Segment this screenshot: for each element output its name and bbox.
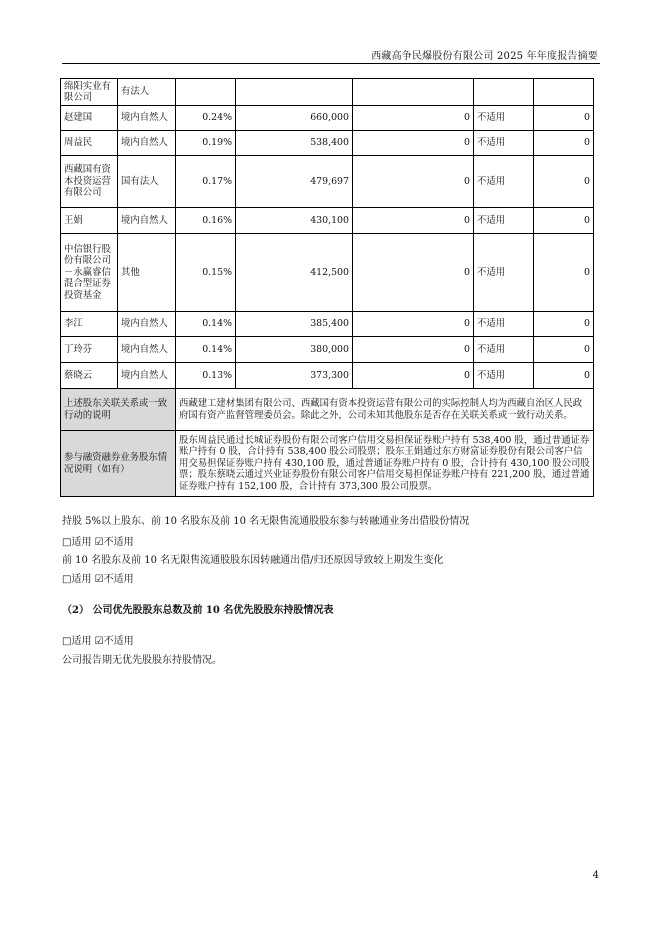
preferred-shareholders-section-title: （2） 公司优先股股东总数及前 10 名优先股股东持股情况表 [62,605,334,616]
header-divider [62,63,600,64]
pledge-status-cell: 不适用 [474,312,534,337]
table-row [61,337,594,363]
pledge-status-cell: 不适用 [474,234,534,312]
holding-percent-cell: 0.14% [176,312,236,337]
holding-percent-cell: 0.13% [176,363,236,389]
not-applicable-option: 不适用 [103,537,134,548]
pledge-status-cell: 不适用 [474,106,534,131]
checked-box-icon: ☑ [94,537,104,548]
pledge-status-cell: 不适用 [474,363,534,389]
table-row [61,208,594,234]
restricted-shares-cell: 0 [353,106,474,131]
holder-nature-cell: 国有法人 [118,156,176,208]
holder-name-cell: 绵阳实业有限公司 [61,79,118,106]
margin-trading-note-text: 股东周益民通过长城证券股份有限公司客户信用交易担保证券账户持有 538,400 股，通过普通证券账户持有 0 股，合计持有 538,400 股公司股票；股东王娟通过东方财富证券股份有限公司客户信用交易担保证券账户持有 430,100 股，通过普通证券账户持有 0 股，合计持有 430,100 股公司股票；股东蔡晓云通过兴业证券股份有限公司客户信用交易担保证券账户持有 221,200 股，通过普通证券账户持有 152,100 股，合计持有 373,300 股公司股票。 [176,431,594,497]
holder-name-cell: 蔡晓云 [61,363,118,389]
applicable-option: 适用 [71,537,92,548]
refinancing-change-check [62,573,134,587]
not-applicable-option: 不适用 [103,574,134,585]
holder-name-cell: 西藏国有资本投资运营有限公司 [61,156,118,208]
holding-percent-cell: 0.19% [176,131,236,156]
preferred-shareholders-check [62,635,134,649]
holder-name-cell: 丁玲芬 [61,337,118,363]
refinancing-lending-check [62,536,134,550]
pledge-status-cell [474,79,534,106]
applicable-option: 适用 [71,636,92,647]
holding-percent-cell: 0.17% [176,156,236,208]
table-row [61,312,594,337]
pledge-status-cell: 不适用 [474,337,534,363]
holder-name-cell: 中信银行股份有限公司－永赢睿信混合型证券投资基金 [61,234,118,312]
shares-held-cell: 538,400 [236,131,353,156]
holding-percent-cell: 0.24% [176,106,236,131]
holder-nature-cell: 其他 [118,234,176,312]
related-party-note-row [61,389,594,431]
holder-name-cell: 周益民 [61,131,118,156]
pledge-status-cell: 不适用 [474,208,534,234]
no-preferred-shareholders-note: 公司报告期无优先股股东持股情况。 [62,655,222,666]
unchecked-box-icon: □ [62,636,72,647]
holding-percent-cell: 0.15% [176,234,236,312]
holding-percent-cell: 0.14% [176,337,236,363]
related-party-note-label: 上述股东关联关系或一致行动的说明 [61,389,176,431]
refinancing-lending-heading: 持股 5%以上股东、前 10 名股东及前 10 名无限售流通股股东参与转融通业务出借股份情况 [62,516,470,527]
pledge-qty-cell: 0 [534,208,594,234]
margin-trading-note-row [61,431,594,497]
shares-held-cell: 660,000 [236,106,353,131]
unchecked-box-icon: □ [62,537,72,548]
pledge-status-cell: 不适用 [474,156,534,208]
restricted-shares-cell: 0 [353,312,474,337]
holding-percent-cell: 0.16% [176,208,236,234]
pledge-qty-cell [534,79,594,106]
unchecked-box-icon: □ [62,574,72,585]
holder-nature-cell: 境内自然人 [118,106,176,131]
holder-nature-cell: 境内自然人 [118,208,176,234]
restricted-shares-cell: 0 [353,208,474,234]
table-row [61,106,594,131]
shares-held-cell: 412,500 [236,234,353,312]
pledge-qty-cell: 0 [534,363,594,389]
top-shareholders-table [60,78,594,497]
table-row [61,363,594,389]
restricted-shares-cell: 0 [353,363,474,389]
table-row [61,131,594,156]
holding-percent-cell [176,79,236,106]
pledge-qty-cell: 0 [534,234,594,312]
restricted-shares-cell: 0 [353,156,474,208]
checked-box-icon: ☑ [94,574,104,585]
related-party-note-text: 西藏建工建材集团有限公司、西藏国有资本投资运营有限公司的实际控制人均为西藏自治区人民政府国有资产监督管理委员会。除此之外，公司未知其他股东是否存在关联关系或一致行动关系。 [176,389,594,431]
page-number: 4 [592,870,599,881]
pledge-qty-cell: 0 [534,106,594,131]
holder-nature-cell: 有法人 [118,79,176,106]
pledge-qty-cell: 0 [534,312,594,337]
pledge-qty-cell: 0 [534,337,594,363]
restricted-shares-cell: 0 [353,234,474,312]
table-row [61,234,594,312]
shares-held-cell [236,79,353,106]
holder-name-cell: 李江 [61,312,118,337]
restricted-shares-cell [353,79,474,106]
report-header-title: 西藏高争民爆股份有限公司 2025 年年度报告摘要 [371,51,598,62]
holder-name-cell: 王娟 [61,208,118,234]
pledge-status-cell: 不适用 [474,131,534,156]
applicable-option: 适用 [71,574,92,585]
shares-held-cell: 430,100 [236,208,353,234]
pledge-qty-cell: 0 [534,156,594,208]
margin-trading-note-label: 参与融资融券业务股东情况说明（如有） [61,431,176,497]
pledge-qty-cell: 0 [534,131,594,156]
restricted-shares-cell: 0 [353,131,474,156]
holder-nature-cell: 境内自然人 [118,131,176,156]
table-row [61,156,594,208]
holder-nature-cell: 境内自然人 [118,312,176,337]
refinancing-change-heading: 前 10 名股东及前 10 名无限售流通股股东因转融通出借/归还原因导致较上期发生变化 [62,555,444,566]
holder-nature-cell: 境内自然人 [118,337,176,363]
shares-held-cell: 479,697 [236,156,353,208]
restricted-shares-cell: 0 [353,337,474,363]
holder-name-cell: 赵建国 [61,106,118,131]
table-row [61,79,594,106]
checked-box-icon: ☑ [94,636,104,647]
shares-held-cell: 380,000 [236,337,353,363]
shares-held-cell: 373,300 [236,363,353,389]
shares-held-cell: 385,400 [236,312,353,337]
holder-nature-cell: 境内自然人 [118,363,176,389]
not-applicable-option: 不适用 [103,636,134,647]
